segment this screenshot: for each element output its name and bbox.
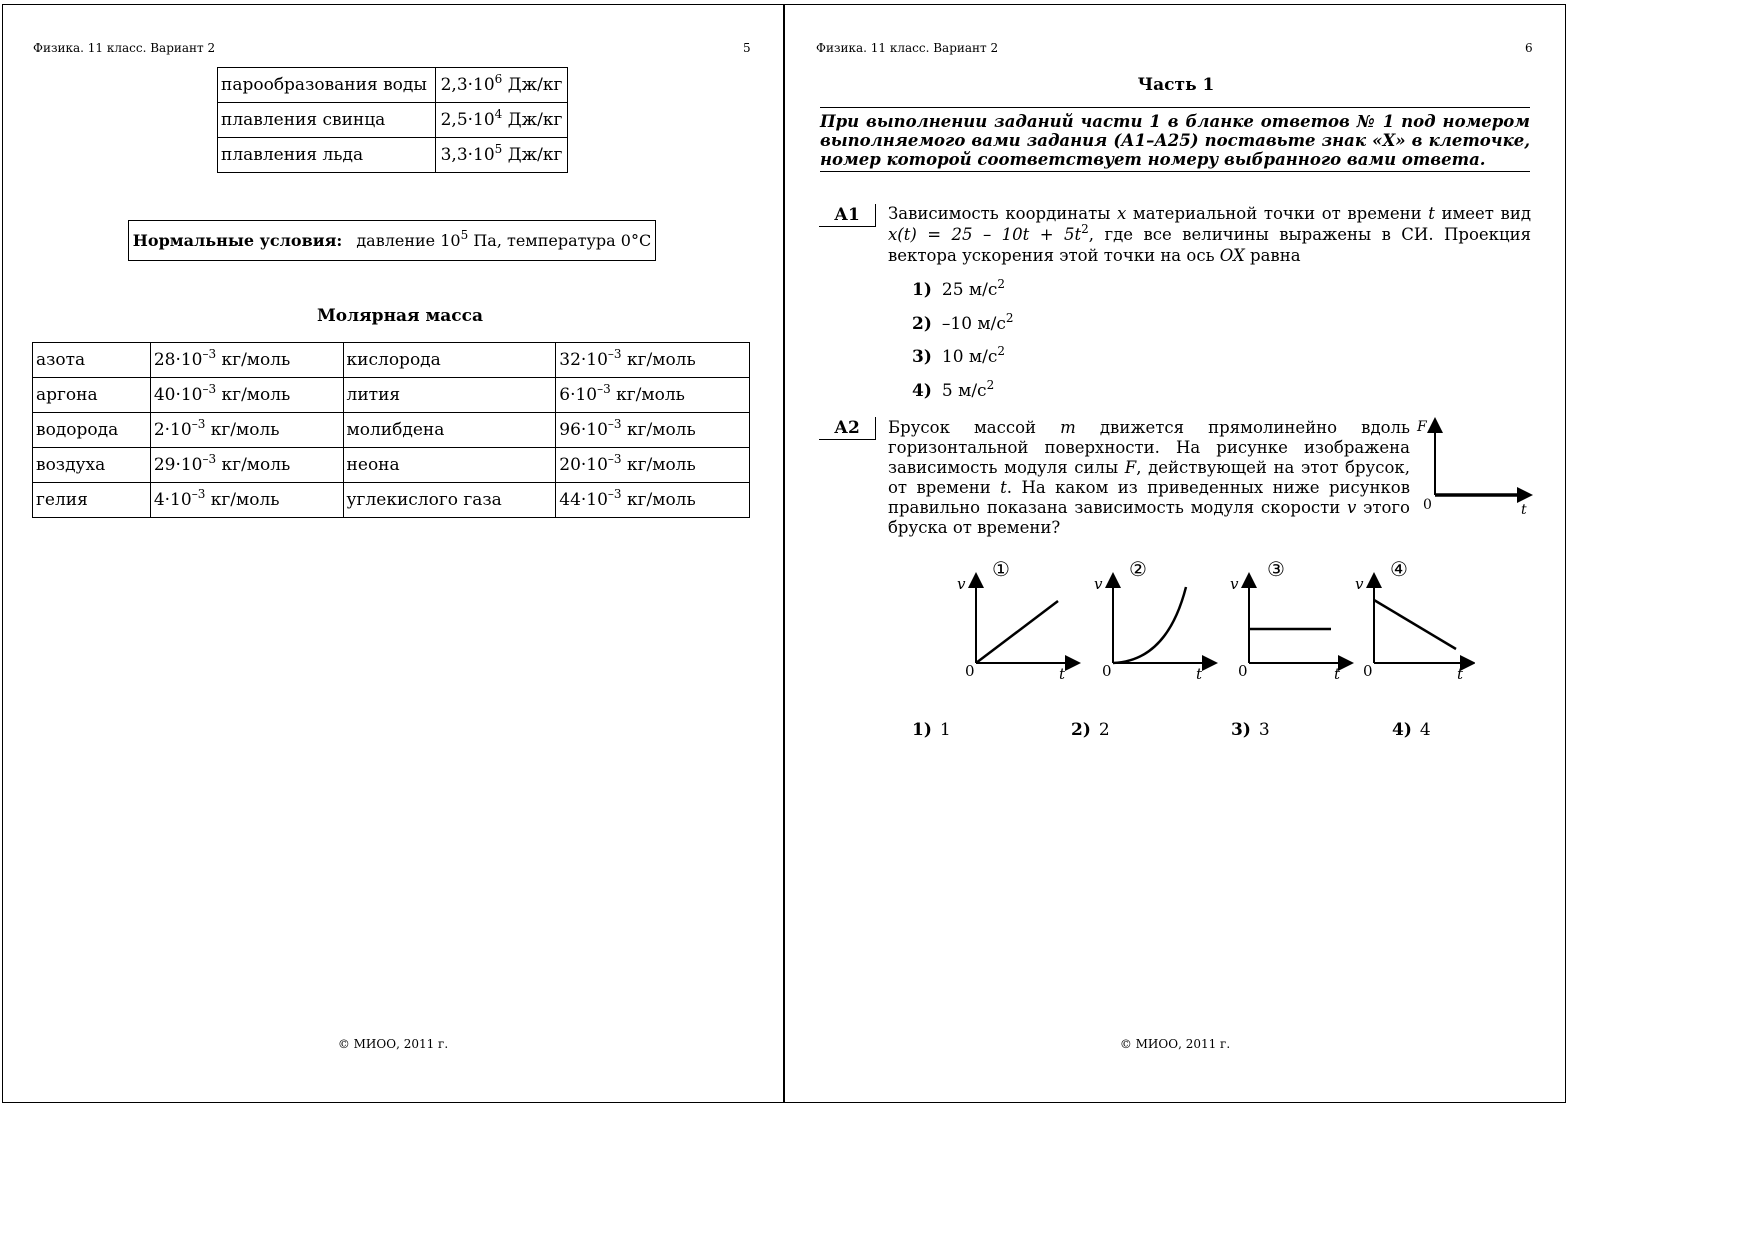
molar-mass-value: $6\cdot 10^{-3}$ кг/моль	[556, 378, 750, 413]
heat-label: парообразования воды	[218, 68, 436, 103]
heat-table-row	[218, 138, 568, 173]
svg-text:t: t	[1196, 665, 1203, 683]
velocity-line-2	[1113, 587, 1186, 663]
substance-name: углекислого газа	[343, 483, 556, 518]
force-graph-y-label: F	[1417, 419, 1427, 435]
molar-table-row	[33, 448, 750, 483]
velocity-graph-2	[1094, 557, 1210, 683]
molar-mass-value: $40\cdot 10^{-3}$ кг/моль	[150, 378, 343, 413]
velocity-graph-1	[957, 557, 1073, 683]
part-title: Часть 1	[1137, 75, 1215, 95]
heat-value: $2,5\cdot 10^4$ Дж/кг	[436, 103, 568, 138]
velocity-graph-4	[1355, 557, 1468, 683]
a1-option-1[interactable]: 1) 25 $м/с^2$	[912, 277, 1006, 300]
molar-table-row	[33, 413, 750, 448]
page-header: Физика. 11 класс. Вариант 2	[33, 41, 216, 55]
svg-text:v: v	[1230, 575, 1239, 593]
svg-text:v: v	[1094, 575, 1103, 593]
a1-option-2[interactable]: 2) –10 $м/с^2$	[912, 311, 1014, 334]
svg-text:t: t	[1457, 665, 1464, 683]
velocity-line-4	[1374, 600, 1456, 649]
page-number: 5	[743, 41, 751, 55]
molar-mass-value: $28\cdot 10^{-3}$ кг/моль	[150, 343, 343, 378]
velocity-graphs	[945, 553, 1475, 688]
a1-option-3[interactable]: 3) 10 $м/с^2$	[912, 344, 1006, 367]
force-graph	[1413, 415, 1533, 525]
svg-text:t: t	[1059, 665, 1066, 683]
molar-mass-value: $20\cdot 10^{-3}$ кг/моль	[556, 448, 750, 483]
svg-text:t: t	[1334, 665, 1341, 683]
molar-table-row	[33, 483, 750, 518]
force-graph-x-label: t	[1521, 502, 1527, 518]
question-a1-text: Зависимость координаты x материальной точки от времени t имеет вид $x(t) = 25 - 10t + 5t^2$, где все величины выражены в СИ. Проекция вектора ускорения этой точки на ось OX равна	[888, 204, 1531, 265]
a2-answer-4[interactable]: 4) 4	[1392, 720, 1431, 740]
heat-table-row	[218, 68, 568, 103]
svg-text:0: 0	[1238, 662, 1248, 680]
question-a2-text: Брусок массой m движется прямолинейно вдоль горизонтальной поверхности. На рисунке изображена зависимость модуля силы F, действующей на этот брусок, от времени t. На каком из приведенных ниже рисунков правильно показана зависимость модуля скорости v этого бруска от времени?	[888, 418, 1410, 537]
molar-table-row	[33, 378, 750, 413]
substance-name: аргона	[33, 378, 151, 413]
page-number: 6	[1525, 41, 1533, 55]
substance-name: неона	[343, 448, 556, 483]
heat-value: $2,3\cdot 10^6$ Дж/кг	[436, 68, 568, 103]
substance-name: водорода	[33, 413, 151, 448]
normal-conditions-label: Нормальные условия:	[132, 231, 343, 250]
heat-label: плавления свинца	[218, 103, 436, 138]
right-page	[784, 4, 1566, 1103]
substance-name: гелия	[33, 483, 151, 518]
graph-number-4: ④	[1390, 557, 1408, 581]
page-footer: © МИОО, 2011 г.	[337, 1037, 449, 1051]
molar-mass-value: $4\cdot 10^{-3}$ кг/моль	[150, 483, 343, 518]
force-graph-origin: 0	[1423, 497, 1432, 513]
molar-mass-value: $32\cdot 10^{-3}$ кг/моль	[556, 343, 750, 378]
velocity-graph-3	[1230, 557, 1346, 683]
question-label-a1: А1	[819, 204, 876, 227]
velocity-line-1	[976, 601, 1058, 663]
normal-conditions-box	[128, 220, 656, 261]
substance-name: молибдена	[343, 413, 556, 448]
molar-mass-table	[32, 342, 750, 518]
a2-answer-3[interactable]: 3) 3	[1231, 720, 1270, 740]
a1-option-4[interactable]: 4) 5 $м/с^2$	[912, 378, 995, 401]
page-footer: © МИОО, 2011 г.	[1119, 1037, 1231, 1051]
heat-label: плавления льда	[218, 138, 436, 173]
svg-text:v: v	[1355, 575, 1364, 593]
svg-text:0: 0	[965, 662, 975, 680]
graph-number-3: ③	[1267, 557, 1285, 581]
molar-mass-value: $2\cdot 10^{-3}$ кг/моль	[150, 413, 343, 448]
a2-answer-1[interactable]: 1) 1	[912, 720, 951, 740]
graph-number-1: ①	[992, 557, 1010, 581]
a2-answer-2[interactable]: 2) 2	[1071, 720, 1110, 740]
normal-conditions-text: давление $10^5$ Па, температура 0°С	[356, 228, 652, 250]
substance-name: воздуха	[33, 448, 151, 483]
svg-text:v: v	[957, 575, 966, 593]
heat-value: $3,3\cdot 10^5$ Дж/кг	[436, 138, 568, 173]
substance-name: кислорода	[343, 343, 556, 378]
svg-text:0: 0	[1102, 662, 1112, 680]
svg-text:0: 0	[1363, 662, 1373, 680]
molar-mass-value: $44\cdot 10^{-3}$ кг/моль	[556, 483, 750, 518]
question-label-a2: А2	[819, 417, 876, 440]
molar-mass-value: $96\cdot 10^{-3}$ кг/моль	[556, 413, 750, 448]
heat-table	[217, 67, 568, 173]
molar-mass-value: $29\cdot 10^{-3}$ кг/моль	[150, 448, 343, 483]
graph-number-2: ②	[1129, 557, 1147, 581]
substance-name: азота	[33, 343, 151, 378]
molar-table-row	[33, 343, 750, 378]
molar-mass-title: Молярная масса	[316, 306, 484, 326]
left-page	[2, 4, 784, 1103]
substance-name: лития	[343, 378, 556, 413]
page-header: Физика. 11 класс. Вариант 2	[816, 41, 999, 55]
instruction-block: При выполнении заданий части 1 в бланке ответов № 1 под номером выполняемого вами задания (А1–А25) поставьте знак «Х» в клеточке, номер которой соответствует номеру выбранного вами ответа.	[820, 107, 1530, 172]
heat-table-row	[218, 103, 568, 138]
